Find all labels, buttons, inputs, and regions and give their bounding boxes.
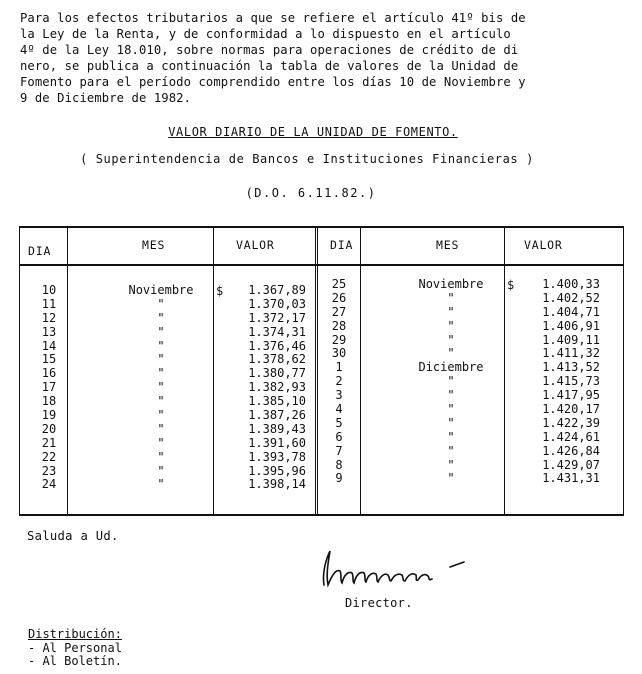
table-cell-dia: 19 [41, 408, 57, 423]
header-valor-right: VALOR [524, 238, 563, 252]
table-cell-dia: 29 [331, 332, 347, 347]
table-cell-dia: 7 [335, 443, 343, 458]
column-divider [504, 228, 505, 514]
table-cell-valor: 1.385,10 [248, 394, 306, 409]
table-cell-valor: 1.426,84 [542, 443, 600, 458]
table-cell-dia: 9 [335, 471, 343, 486]
table-cell-valor: 1.374,31 [248, 324, 306, 339]
table-cell-mes: " [157, 310, 165, 325]
header-mes-left: MES [142, 238, 166, 252]
table-cell-mes: " [447, 388, 455, 403]
table-cell-dia: 27 [331, 304, 347, 319]
distribution-item: - Al Boletín. [28, 654, 122, 668]
table-cell-valor: 1.380,77 [248, 366, 306, 381]
table-cell-valor: 1.370,03 [248, 296, 306, 311]
table-cell-valor: 1.409,11 [542, 332, 600, 347]
table-cell-valor: 1.422,39 [542, 415, 600, 430]
table-cell-dia: 20 [41, 421, 57, 436]
table-cell-mes: " [447, 457, 455, 472]
table-cell-mes: " [447, 415, 455, 430]
table-cell-mes: " [447, 429, 455, 444]
document-subtitle: ( Superintendencia de Bancos e Instituciones Financieras ) [80, 152, 534, 166]
table-cell-mes: " [447, 374, 455, 389]
table-cell-mes: " [157, 394, 165, 409]
intro-line: Para los efectos tributarios a que se refiere el artículo 41º bis de [20, 11, 526, 25]
intro-paragraph [20, 10, 628, 106]
table-cell-dia: 14 [41, 338, 57, 353]
intro-line: la Ley de la Renta, y de conformidad a lo dispuesto en el artículo [20, 27, 511, 41]
valor-column-left [234, 284, 306, 492]
table-cell-dia: 10 [41, 283, 57, 297]
table-cell-dia: 28 [331, 318, 347, 333]
table-cell-valor: 1.424,61 [542, 429, 600, 444]
dia-column-right [324, 278, 354, 486]
closing-line: Saluda a Ud. [27, 529, 119, 543]
table-cell-mes: " [447, 402, 455, 417]
dia-column-left [34, 284, 64, 492]
intro-line: Fomento para el período comprendido entre los días 10 de Noviembre y [20, 75, 526, 89]
column-divider [213, 228, 214, 514]
table-cell-valor: 1.376,46 [248, 338, 306, 353]
distribution-item: - Al Personal [28, 640, 122, 655]
table-cell-dia: 21 [41, 435, 57, 450]
table-cell-valor: 1.382,93 [248, 380, 306, 395]
table-cell-dia: 25 [331, 277, 347, 291]
signature-label: Director. [345, 596, 413, 610]
header-mes-right: MES [436, 238, 460, 252]
table-cell-mes: Diciembre [418, 360, 484, 375]
table-cell-valor: 1.431,31 [542, 471, 600, 486]
handwritten-signature [318, 545, 468, 595]
table-cell-dia: 22 [41, 449, 57, 464]
distribution-heading: Distribución: [28, 627, 122, 641]
table-cell-dia: 6 [335, 429, 343, 444]
header-dia-right: DIA [330, 238, 354, 252]
intro-line: 9 de Diciembre de 1982. [20, 91, 192, 105]
mes-column-left [111, 284, 211, 492]
table-cell-mes: " [157, 352, 165, 367]
table-cell-valor: 1.406,91 [542, 318, 600, 333]
intro-line: nero, se publica a continuación la tabla de valores de la Unidad de [20, 59, 519, 73]
table-cell-mes: " [157, 449, 165, 464]
table-cell-dia: 13 [41, 324, 57, 339]
distribution-list [28, 628, 122, 669]
table-cell-mes: " [157, 366, 165, 381]
table-cell-mes: " [447, 290, 455, 305]
table-cell-dia: 24 [41, 477, 57, 492]
document-source: (D.O. 6.11.82.) [245, 186, 377, 200]
table-cell-dia: 3 [335, 388, 343, 403]
table-cell-valor: 1.417,95 [542, 388, 600, 403]
table-cell-valor: 1.429,07 [542, 457, 600, 472]
currency-symbol: $ [507, 278, 515, 292]
intro-line: 4º de la Ley 18.010, sobre normas para operaciones de crédito de di [20, 43, 519, 57]
table-cell-mes: " [157, 463, 165, 478]
table-cell-dia: 23 [41, 463, 57, 478]
table-cell-valor: 1.387,26 [248, 408, 306, 423]
table-cell-mes: " [157, 408, 165, 423]
table-cell-dia: 16 [41, 366, 57, 381]
table-cell-valor: 1.415,73 [542, 374, 600, 389]
table-cell-mes: Noviembre [418, 277, 484, 291]
valor-column-right [528, 278, 600, 486]
table-cell-mes: " [157, 380, 165, 395]
table-cell-dia: 4 [335, 402, 343, 417]
table-cell-dia: 5 [335, 415, 343, 430]
table-cell-valor: 1.411,32 [542, 346, 600, 361]
table-cell-mes: " [157, 324, 165, 339]
table-cell-mes: " [447, 304, 455, 319]
table-cell-valor: 1.367,89 [248, 283, 306, 297]
table-cell-dia: 1 [335, 360, 343, 375]
column-divider [67, 228, 68, 514]
column-divider [360, 228, 361, 514]
table-cell-valor: 1.372,17 [248, 310, 306, 325]
table-cell-mes: " [157, 421, 165, 436]
table-cell-dia: 30 [331, 346, 347, 361]
table-cell-mes: " [157, 296, 165, 311]
table-cell-valor: 1.420,17 [542, 402, 600, 417]
table-cell-valor: 1.413,52 [542, 360, 600, 375]
table-cell-dia: 15 [41, 352, 57, 367]
header-separator [20, 264, 623, 266]
table-cell-mes: " [157, 477, 165, 492]
table-cell-dia: 2 [335, 374, 343, 389]
table-cell-mes: " [447, 318, 455, 333]
table-cell-dia: 11 [41, 296, 57, 311]
table-cell-mes: " [157, 338, 165, 353]
table-cell-dia: 26 [331, 290, 347, 305]
table-cell-valor: 1.378,62 [248, 352, 306, 367]
mes-column-right [401, 278, 501, 486]
table-cell-mes: " [447, 332, 455, 347]
currency-symbol: $ [216, 284, 224, 298]
uf-values-table [19, 226, 624, 516]
table-cell-valor: 1.391,60 [248, 435, 306, 450]
table-cell-dia: 12 [41, 310, 57, 325]
table-cell-mes: " [447, 346, 455, 361]
header-dia-left: DIA [28, 244, 52, 258]
table-cell-valor: 1.398,14 [248, 477, 306, 492]
table-cell-valor: 1.404,71 [542, 304, 600, 319]
table-cell-valor: 1.395,96 [248, 463, 306, 478]
table-cell-valor: 1.389,43 [248, 421, 306, 436]
header-valor-left: VALOR [236, 238, 275, 252]
table-cell-mes: " [447, 471, 455, 486]
table-cell-valor: 1.400,33 [542, 277, 600, 291]
table-cell-mes: " [447, 443, 455, 458]
document-title: VALOR DIARIO DE LA UNIDAD DE FOMENTO. [168, 125, 458, 139]
table-cell-valor: 1.402,52 [542, 290, 600, 305]
table-cell-mes: " [157, 435, 165, 450]
table-cell-dia: 8 [335, 457, 343, 472]
table-cell-mes: Noviembre [128, 283, 194, 297]
table-cell-dia: 17 [41, 380, 57, 395]
center-double-divider [315, 228, 320, 514]
table-cell-dia: 18 [41, 394, 57, 409]
table-cell-valor: 1.393,78 [248, 449, 306, 464]
